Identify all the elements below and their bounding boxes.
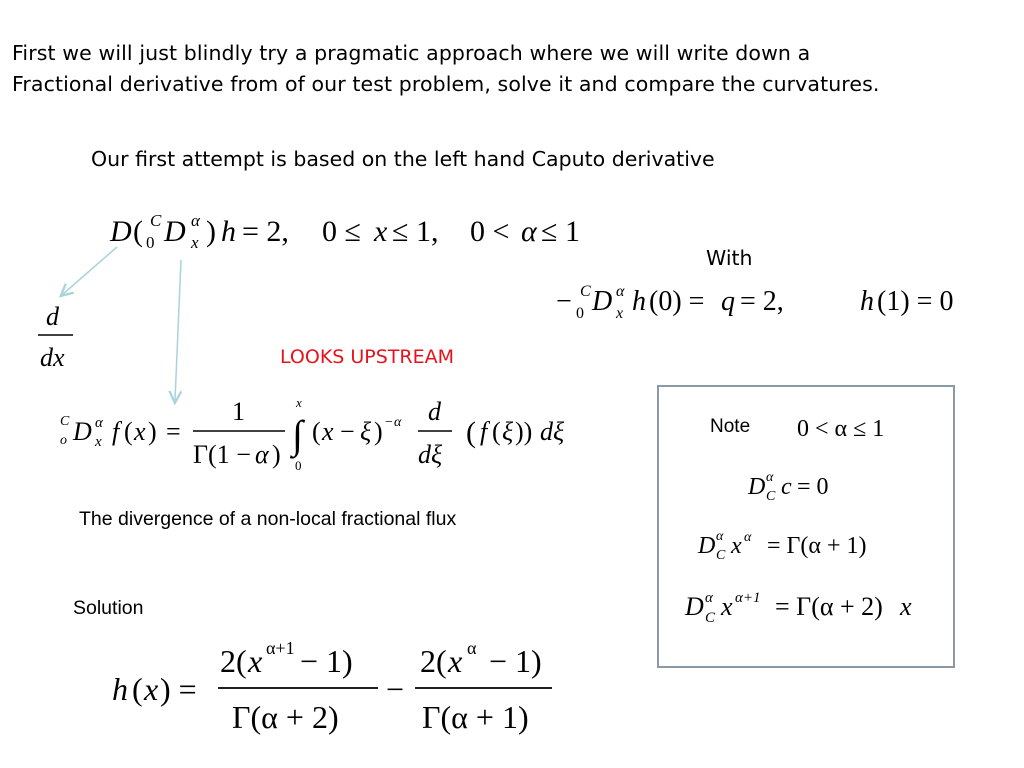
ddx-fraction: [38, 302, 73, 372]
attempt-heading: Our first attempt is based on the left hand Caputo derivative: [91, 147, 715, 171]
intro-line-1: First we will just blindly try a pragmatic approach where we will write down a: [12, 41, 811, 65]
svg-text:0 < α ≤ 1: 0 < α ≤ 1: [797, 416, 885, 442]
svg-text:x: x: [900, 592, 912, 621]
svg-text:0: 0: [146, 233, 155, 252]
solution-equation: [112, 638, 552, 735]
svg-text:) =: ) =: [160, 671, 197, 707]
svg-text:α: α: [95, 415, 103, 431]
divergence-caption: The divergence of a non-local fractional flux: [79, 508, 457, 530]
svg-text:α+1: α+1: [266, 638, 295, 658]
svg-text:o: o: [60, 433, 67, 448]
svg-text:): ): [206, 215, 216, 248]
svg-text:(: (: [132, 671, 143, 707]
svg-text:0 <: 0 <: [470, 215, 510, 248]
svg-text:x: x: [144, 671, 159, 707]
note-label: Note: [710, 416, 751, 437]
svg-text:= Γ(α + 2): = Γ(α + 2): [775, 592, 883, 621]
svg-text:C: C: [705, 610, 716, 626]
svg-text:h: h: [112, 671, 128, 707]
svg-text:x: x: [248, 643, 263, 679]
svg-text:C: C: [60, 414, 70, 429]
svg-text:= 2,: = 2,: [242, 215, 289, 248]
svg-text:q: q: [721, 286, 735, 317]
intro-line-2: Fractional derivative from of our test problem, solve it and compare the curvatures.: [12, 72, 880, 96]
svg-text:0: 0: [295, 458, 302, 473]
svg-text:1: 1: [232, 397, 245, 426]
svg-text:≤ 1: ≤ 1: [541, 215, 580, 248]
svg-text:h: h: [221, 215, 236, 248]
svg-text:(0) =: (0) =: [649, 286, 705, 317]
svg-text:(: (: [133, 215, 143, 248]
caputo-definition: [60, 395, 565, 473]
svg-text:): ): [374, 417, 383, 446]
svg-text:x: x: [616, 305, 624, 322]
svg-text:− 1): − 1): [489, 643, 542, 679]
svg-text:x: x: [721, 592, 733, 621]
svg-text:α: α: [766, 470, 774, 485]
svg-text:Γ(α + 2): Γ(α + 2): [232, 699, 339, 735]
solution-label: Solution: [73, 597, 144, 619]
svg-text:α: α: [521, 215, 537, 248]
svg-text:(: (: [124, 417, 133, 446]
svg-text:α: α: [744, 530, 752, 545]
svg-text:c: c: [781, 474, 792, 500]
svg-text:x: x: [322, 417, 334, 446]
svg-text:α+1: α+1: [735, 590, 761, 606]
svg-text:= 2,: = 2,: [740, 286, 784, 317]
svg-text:d: d: [46, 302, 59, 331]
svg-text:ξ: ξ: [360, 417, 372, 446]
svg-text:0 ≤: 0 ≤: [322, 215, 361, 248]
svg-text:h: h: [860, 286, 874, 317]
with-label: With: [706, 246, 753, 270]
svg-text:α: α: [705, 590, 713, 606]
svg-text:2(: 2(: [420, 643, 447, 679]
svg-text:x: x: [296, 395, 302, 410]
svg-text:)): )): [515, 417, 533, 446]
svg-text:dξ: dξ: [418, 440, 443, 469]
svg-text:D: D: [164, 215, 186, 248]
svg-text:α: α: [255, 440, 269, 469]
svg-text:≤ 1,: ≤ 1,: [392, 215, 439, 248]
svg-text:D: D: [698, 533, 716, 559]
svg-text:C: C: [580, 283, 591, 300]
svg-text:f: f: [112, 417, 120, 446]
svg-text:dξ: dξ: [540, 417, 565, 446]
svg-text:C: C: [150, 211, 162, 230]
svg-text:(1) = 0: (1) = 0: [877, 286, 954, 317]
svg-text:(: (: [492, 417, 501, 446]
svg-text:0: 0: [576, 305, 584, 322]
svg-text:): ): [148, 417, 157, 446]
svg-text:x: x: [95, 434, 102, 450]
svg-text:α: α: [616, 283, 625, 300]
svg-text:−: −: [556, 286, 572, 317]
svg-text:h: h: [632, 286, 646, 317]
svg-text:f: f: [480, 417, 488, 446]
svg-text:ξ: ξ: [502, 417, 514, 446]
arrow-to-ddx: [63, 247, 117, 294]
svg-text:): ): [272, 440, 281, 469]
svg-text:C: C: [716, 548, 726, 563]
svg-text:−: −: [385, 415, 393, 430]
svg-text:=: =: [166, 417, 181, 446]
svg-text:(: (: [312, 417, 321, 446]
svg-text:C: C: [766, 489, 776, 504]
svg-text:− 1): − 1): [300, 643, 353, 679]
svg-text:α: α: [467, 638, 477, 658]
svg-text:2(: 2(: [220, 643, 247, 679]
svg-text:D: D: [592, 286, 613, 317]
svg-text:D: D: [73, 417, 92, 446]
svg-text:x: x: [374, 215, 388, 248]
svg-text:Γ(1 −: Γ(1 −: [193, 440, 251, 469]
svg-text:D: D: [748, 474, 766, 500]
svg-text:α: α: [191, 211, 200, 230]
svg-text:α: α: [716, 529, 724, 544]
looks-upstream-label: LOOKS UPSTREAM: [280, 346, 455, 368]
svg-text:D: D: [685, 592, 704, 621]
svg-text:x: x: [448, 643, 463, 679]
svg-text:−: −: [340, 417, 355, 446]
svg-text:dx: dx: [40, 343, 65, 372]
svg-text:(: (: [466, 416, 476, 449]
svg-text:= 0: = 0: [797, 474, 829, 500]
main-equation: [109, 211, 580, 252]
svg-text:Γ(α + 1): Γ(α + 1): [422, 699, 529, 735]
svg-text:= Γ(α + 1): = Γ(α + 1): [767, 533, 867, 559]
svg-text:x: x: [191, 233, 199, 252]
note-equations: [684, 416, 912, 626]
svg-text:d: d: [428, 397, 441, 426]
boundary-equation: [556, 283, 953, 322]
svg-text:∫: ∫: [292, 412, 303, 457]
svg-text:−: −: [386, 671, 405, 707]
svg-text:α: α: [394, 415, 402, 430]
svg-text:x: x: [731, 533, 742, 559]
arrow-to-caputo: [175, 260, 181, 400]
svg-text:x: x: [134, 417, 146, 446]
svg-text:D: D: [110, 215, 132, 248]
